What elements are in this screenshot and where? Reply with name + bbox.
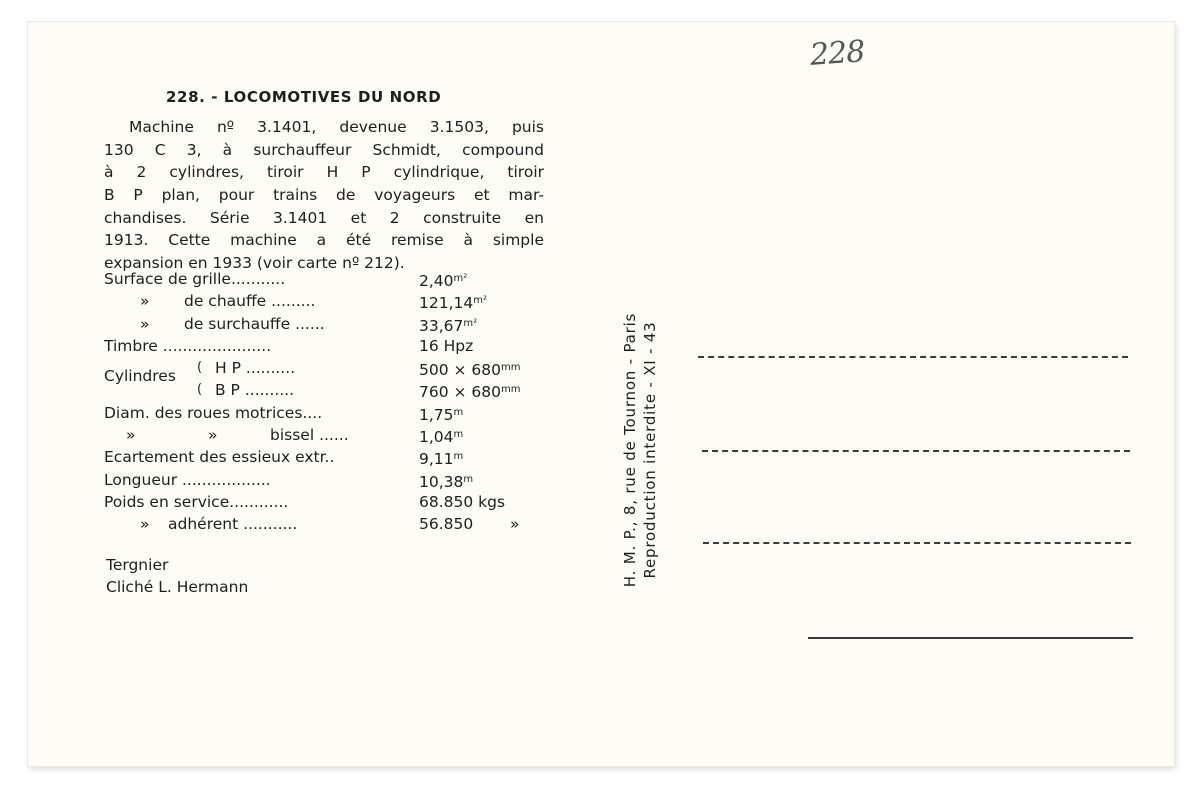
spec-row-grille: [104, 268, 544, 290]
spec-unit: m: [453, 429, 464, 441]
spec-value: [419, 357, 521, 381]
spec-row-ecartement: [104, 446, 544, 468]
spec-number: 121,14: [419, 294, 474, 313]
spec-label: Diam. des roues motrices....: [104, 403, 323, 422]
spec-value: [419, 313, 477, 337]
spec-row-chauffe: [104, 290, 544, 312]
spec-number: 33,67: [419, 316, 464, 335]
cylinder-bp-label: B P ..........: [215, 381, 295, 400]
spec-number: 1,75: [419, 405, 454, 424]
spec-unit: m: [453, 451, 464, 463]
spec-value: [419, 402, 463, 426]
spec-unit: m²: [453, 273, 468, 284]
spec-label: Poids en service............: [104, 492, 289, 511]
spec-row-longueur: [104, 469, 544, 491]
spec-unit: m: [463, 473, 474, 485]
spec-label: bissel ......: [270, 426, 349, 445]
publisher-imprint: [620, 313, 660, 587]
spec-number: 500 × 680: [419, 361, 502, 380]
spec-label: Longueur ..................: [104, 470, 271, 489]
brace-mark: ( (: [197, 360, 203, 398]
spec-label: de surchauffe ......: [184, 314, 325, 333]
spec-value: [419, 379, 521, 403]
spec-row-cylindres: [104, 357, 544, 402]
spec-label: adhérent ...........: [168, 515, 298, 534]
spec-value: [419, 424, 463, 448]
spec-value: 16 Hpz: [419, 336, 474, 355]
card-title: 228. - LOCOMOTIVES DU NORD: [166, 88, 442, 106]
ditto-mark: »: [140, 292, 150, 311]
spec-label: Cylindres: [104, 367, 176, 386]
spec-row-adherent: [104, 513, 544, 535]
address-line: [702, 450, 1130, 452]
publisher-line: Reproduction interdite - XI - 43: [641, 321, 659, 579]
photo-location: Tergnier: [106, 556, 169, 574]
publisher-line: H. M. P., 8, rue de Tournon - Paris: [621, 312, 639, 588]
description-line: 1913. Cette machine a été remise à simple: [104, 231, 544, 250]
spec-value: [419, 446, 463, 470]
address-line: [808, 637, 1133, 639]
cylinder-hp-label: H P ..........: [215, 359, 296, 378]
spec-value: [419, 469, 473, 493]
spec-label: de chauffe .........: [184, 292, 316, 311]
spec-number: 2,40: [419, 272, 454, 290]
spec-value: [419, 268, 467, 292]
spec-unit: m²: [463, 317, 478, 329]
photo-credit: Cliché L. Hermann: [106, 578, 249, 596]
description-paragraph: [104, 116, 544, 275]
spec-unit: m: [453, 406, 464, 418]
spec-unit: mm: [501, 362, 521, 374]
address-line: [698, 356, 1128, 358]
address-line: [703, 542, 1131, 544]
spec-row-roues: [104, 402, 544, 424]
spec-value: 68.850 kgs: [419, 492, 506, 511]
spec-row-timbre: [104, 335, 544, 357]
description-line: B P plan, pour trains de voyageurs et mar-: [104, 186, 544, 205]
spec-number: 9,11: [419, 450, 454, 469]
spec-unit: mm: [501, 384, 521, 396]
spec-value: [419, 290, 487, 314]
spec-row-poids: [104, 491, 544, 513]
spec-row-surchauffe: [104, 313, 544, 335]
ditto-mark: »: [126, 426, 136, 445]
specifications-table: [104, 268, 544, 536]
ditto-mark: »: [208, 426, 218, 445]
spec-value: 56.850: [419, 515, 474, 534]
handwritten-number: 228: [808, 34, 866, 73]
spec-number: 10,38: [419, 472, 464, 491]
ditto-mark: »: [510, 515, 520, 534]
description-line: Machine nº 3.1401, devenue 3.1503, puis: [129, 118, 544, 136]
ditto-mark: »: [140, 314, 150, 333]
description-line: expansion en 1933 (voir carte nº 212).: [104, 254, 405, 273]
description-line: chandises. Série 3.1401 et 2 construite en: [104, 208, 544, 227]
description-line: à 2 cylindres, tiroir H P cylindrique, tiroir: [104, 163, 544, 182]
description-line: 130 C 3, à surchauffeur Schmidt, compound: [104, 140, 544, 159]
spec-label: Timbre ......................: [104, 336, 272, 355]
spec-unit: m²: [473, 295, 487, 307]
ditto-mark: »: [140, 515, 150, 534]
spec-number: 1,04: [419, 428, 454, 447]
spec-row-bissel: [104, 424, 544, 446]
spec-label: Ecartement des essieux extr..: [104, 448, 335, 467]
spec-label: Surface de grille...........: [104, 270, 286, 288]
spec-number: 760 × 680: [419, 383, 502, 402]
